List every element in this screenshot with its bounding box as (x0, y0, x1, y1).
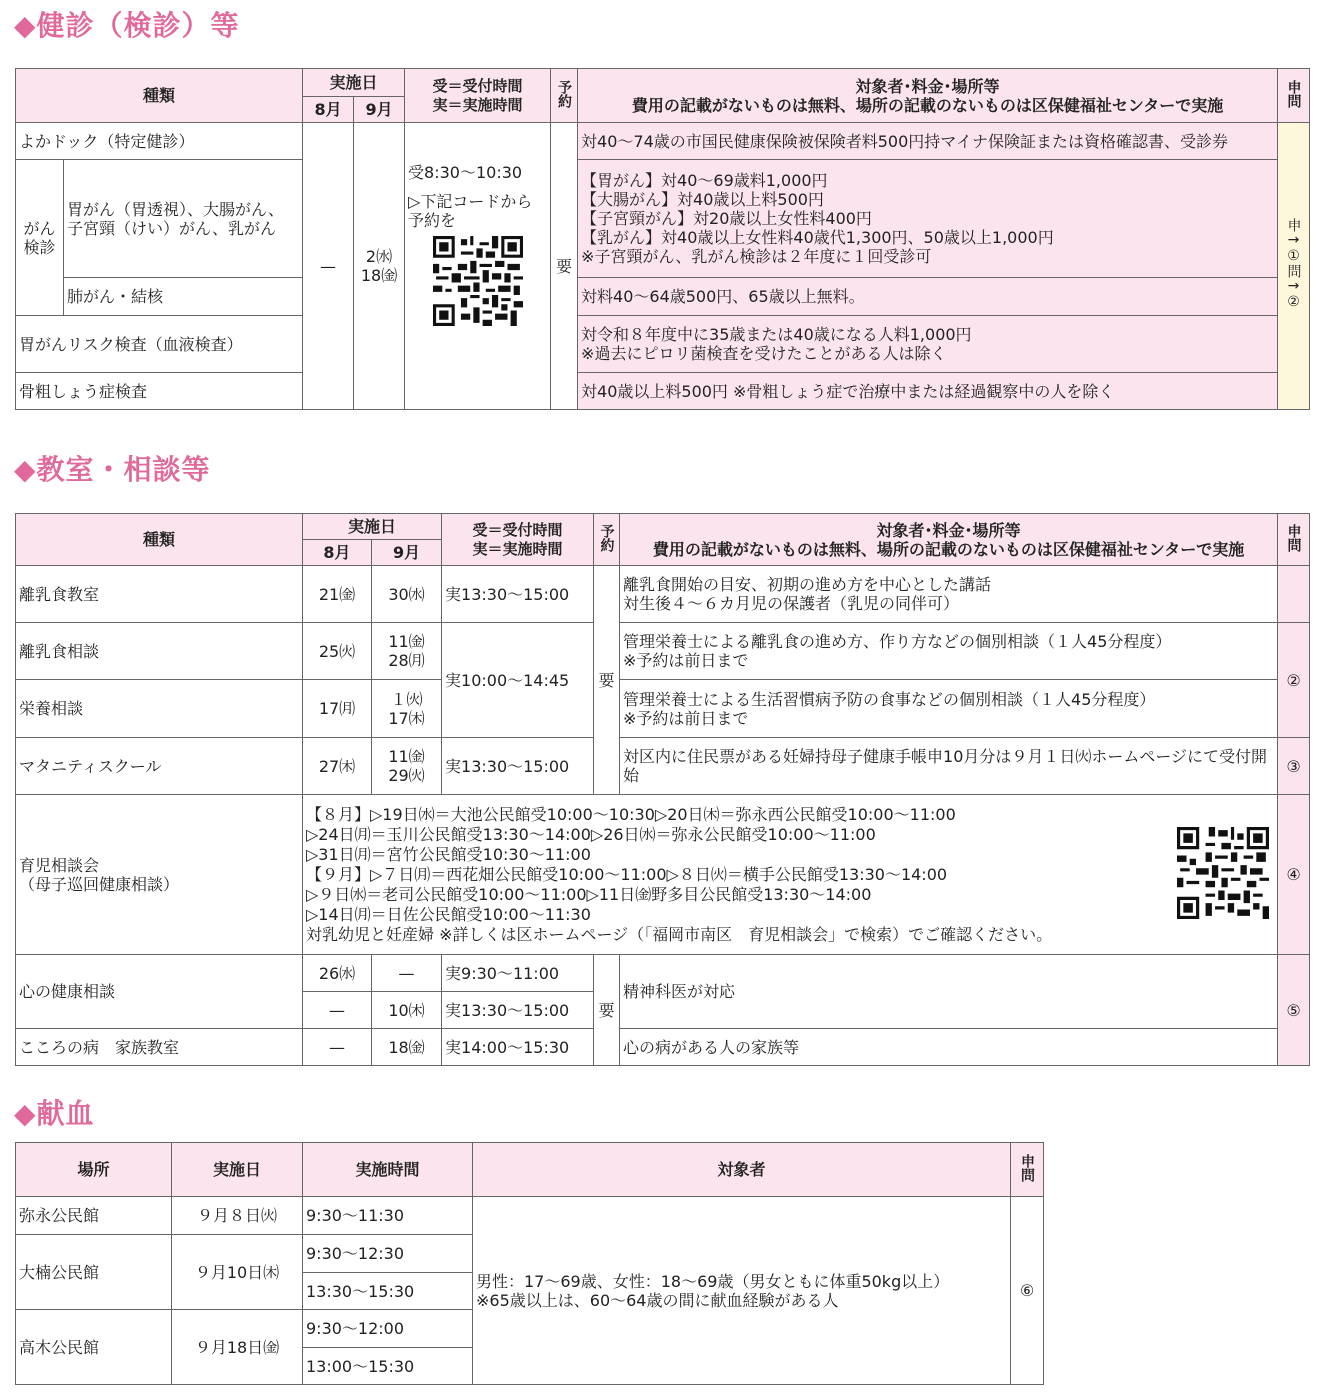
time-cell: 13:30～15:30 (303, 1273, 473, 1310)
qr-code[interactable] (433, 236, 523, 326)
col-header-type: 種類 (16, 69, 303, 123)
aug-date: — (303, 123, 354, 410)
sep-date: — (372, 955, 442, 992)
aug-date: — (303, 1029, 372, 1066)
place-yanaga: 弥永公民館 (16, 1197, 172, 1235)
row-type-gan: 胃がん（胃透視）、大腸がん、子宮頸（けい）がん、乳がん (64, 160, 303, 278)
sep-date: 2㈬ 18㈮ (354, 123, 405, 410)
sep-date: １㈫ 17㈭ (372, 680, 442, 738)
date-cell: ９月８日㈫ (172, 1197, 303, 1235)
aug-date: — (303, 992, 372, 1029)
time-cell: 実10:00～14:45 (442, 623, 594, 738)
section-title-kyoshitsu: ◆教室・相談等 (14, 453, 211, 486)
sep-date: 11㈮ 28㈪ (372, 623, 442, 680)
sep-date: 10㈭ (372, 992, 442, 1029)
target-header-line1: 対象者･料金･場所等 (855, 76, 1000, 96)
place-takagi: 高木公民館 (16, 1310, 172, 1385)
aug-date: 21㈮ (303, 566, 372, 623)
row-target-kazoku: 心の病がある人の家族等 (620, 1029, 1278, 1066)
kyoshitsu-table (15, 513, 1310, 1066)
col-header-ref: 申問 (1278, 514, 1310, 566)
col-header-target: 対象者･料金･場所等 費用の記載がないものは無料、場所の記載のないものは区保健福祉センターで実施 (620, 514, 1278, 566)
col-header-sep: 9月 (372, 540, 442, 566)
gan-kenshin-label: がん検診 (16, 160, 64, 316)
row-target-kotsu: 対40歳以上料500円 ※骨粗しょう症で治療中または経過観察中の人を除く (578, 373, 1278, 410)
time-cell: 9:30～12:30 (303, 1235, 473, 1273)
row-target-rinyushoku-kyoshitsu: 離乳食開始の目安、初期の進め方を中心とした講話 対生後４～６カ月児の保護者（乳児の同伴可） (620, 566, 1278, 623)
aug-date: 25㈫ (303, 623, 372, 680)
row-type-risk: 胃がんリスク検査（血液検査） (16, 316, 303, 373)
row-target-kokoro-sodan: 精神科医が対応 (620, 955, 1278, 1029)
ref-cell: 申→①問→② (1278, 123, 1310, 410)
time-legend-reception: 受＝受付時間 (432, 76, 523, 95)
sep-date: 30㈬ (372, 566, 442, 623)
row-target-yokadock: 対40～74歳の市国民健康保険被保険者料500円持マイナ保険証または資格確認書、受診券 (578, 123, 1278, 160)
time-cell: 9:30～12:00 (303, 1310, 473, 1348)
time-legend-execution: 実＝実施時間 (432, 95, 523, 114)
col-header-date: 実施日 (303, 514, 442, 540)
yoyaku-required: 要 (551, 123, 578, 410)
date-cell: ９月10日㈭ (172, 1235, 303, 1310)
row-target-eiyo-sodan: 管理栄養士による生活習慣病予防の食事などの個別相談（１人45分程度） ※予約は前日まで (620, 680, 1278, 738)
ikuji-schedule: 【８月】▷19日㈬＝大池公民館受10:00～10:30▷20日㈭＝弥永西公民館受10:00～11:00 ▷24日㈪＝玉川公民館受13:30～14:00▷26日㈬＝弥永公民館受10:00～11:00 ▷31日㈪＝宮竹公民館受10:30～11:00 【９月】▷７日㈪＝西花畑公民館受10:00～11:00▷８日㈫＝横手公民館受13:30～14:00 ▷９日㈬＝老司公民館受10:00～11:00▷11日㈮野多目公民館受13:30～14:00 ▷14日㈪＝日佐公民館受10:00～11:30 対乳幼児と妊産婦 ※詳しくは区ホームページ（「福岡市南区 育児相談会」で検索）でご確認ください。 (303, 795, 1278, 955)
ref-cell-empty (1278, 566, 1310, 623)
row-type-kotsu: 骨粗しょう症検査 (16, 373, 303, 410)
row-target-rinyushoku-sodan: 管理栄養士による離乳食の進め方、作り方などの個別相談（１人45分程度） ※予約は前日まで (620, 623, 1278, 680)
time-cell: 実13:30～15:00 (442, 738, 594, 795)
col-header-place: 場所 (16, 1143, 172, 1197)
date-cell: ９月18日㈮ (172, 1310, 303, 1385)
time-cell: 受8:30～10:30 ▷下記コードから予約を (405, 123, 551, 410)
qr-code[interactable] (1177, 827, 1269, 919)
time-cell: 9:30～11:30 (303, 1197, 473, 1235)
row-type-kazoku: こころの病 家族教室 (16, 1029, 303, 1066)
row-target-maternity: 対区内に住民票がある妊婦持母子健康手帳申10月分は９月１日㈫ホームページにて受付開始 (620, 738, 1278, 795)
sep-date: 11㈮ 29㈫ (372, 738, 442, 795)
ref-cell: ② (1278, 623, 1310, 738)
aug-date: 27㈭ (303, 738, 372, 795)
col-header-aug: 8月 (303, 540, 372, 566)
ref-cell: ⑥ (1011, 1197, 1044, 1385)
row-type-yokadock: よかドック（特定健診） (16, 123, 303, 160)
col-header-time (405, 69, 551, 123)
row-type-maternity: マタニティスクール (16, 738, 303, 795)
col-header-type: 種類 (16, 514, 303, 566)
time-cell: 実13:30～15:00 (442, 566, 594, 623)
col-header-sep: 9月 (354, 97, 405, 123)
col-header-target: 対象者 (473, 1143, 1011, 1197)
yoyaku-required: 要 (594, 955, 620, 1066)
time-cell: 13:00～15:30 (303, 1348, 473, 1385)
col-header-ref: 申問 (1011, 1143, 1044, 1197)
row-target-hai: 対料40～64歳500円、65歳以上無料。 (578, 278, 1278, 316)
time-cell: 実13:30～15:00 (442, 992, 594, 1029)
col-header-date: 実施日 (303, 69, 405, 97)
section-title-kenketsu: ◆献血 (14, 1097, 95, 1130)
kenketsu-table (15, 1142, 1044, 1385)
row-type-hai: 肺がん・結核 (64, 278, 303, 316)
aug-date: 17㈪ (303, 680, 372, 738)
row-type-ikuji: 育児相談会 （母子巡回健康相談） (16, 795, 303, 955)
col-header-target (578, 69, 1278, 123)
row-type-rinyushoku-kyoshitsu: 離乳食教室 (16, 566, 303, 623)
col-header-aug: 8月 (303, 97, 354, 123)
col-header-time: 実施時間 (303, 1143, 473, 1197)
col-header-yoyaku: 予約 (594, 514, 620, 566)
row-type-kokoro-sodan: 心の健康相談 (16, 955, 303, 1029)
target-header-line2: 費用の記載がないものは無料、場所の記載のないものは区保健福祉センターで実施 (631, 95, 1224, 115)
sep-date: 18㈮ (372, 1029, 442, 1066)
ref-cell: ④ (1278, 795, 1310, 955)
ref-cell: ⑤ (1278, 955, 1310, 1066)
col-header-yoyaku: 予約 (551, 69, 578, 123)
row-target-risk: 対令和８年度中に35歳または40歳になる人料1,000円 ※過去にピロリ菌検査を受けたことがある人は除く (578, 316, 1278, 373)
section-title-kenshin: ◆健診（検診）等 (14, 9, 240, 42)
yoyaku-required: 要 (594, 566, 620, 795)
col-header-time: 受＝受付時間 実＝実施時間 (442, 514, 594, 566)
row-target-gan: 【胃がん】対40～69歳料1,000円 【大腸がん】対40歳以上料500円 【子宮頸がん】対20歳以上女性料400円 【乳がん】対40歳以上女性料40歳代1,300円、50歳以上1,000円 ※子宮頸がん、乳がん検診は２年度に１回受診可 (578, 160, 1278, 278)
ref-cell: ③ (1278, 738, 1310, 795)
col-header-ref: 申問 (1278, 69, 1310, 123)
time-cell: 実14:00～15:30 (442, 1029, 594, 1066)
kenshin-table (15, 68, 1310, 410)
row-type-rinyushoku-sodan: 離乳食相談 (16, 623, 303, 680)
place-ogusu: 大楠公民館 (16, 1235, 172, 1310)
aug-date: 26㈬ (303, 955, 372, 992)
row-type-eiyo-sodan: 栄養相談 (16, 680, 303, 738)
time-cell: 実9:30～11:00 (442, 955, 594, 992)
col-header-date: 実施日 (172, 1143, 303, 1197)
donor-target: 男性：17～69歳、女性：18～69歳（男女ともに体重50kg以上） ※65歳以上は、60～64歳の間に献血経験がある人 (473, 1197, 1011, 1385)
